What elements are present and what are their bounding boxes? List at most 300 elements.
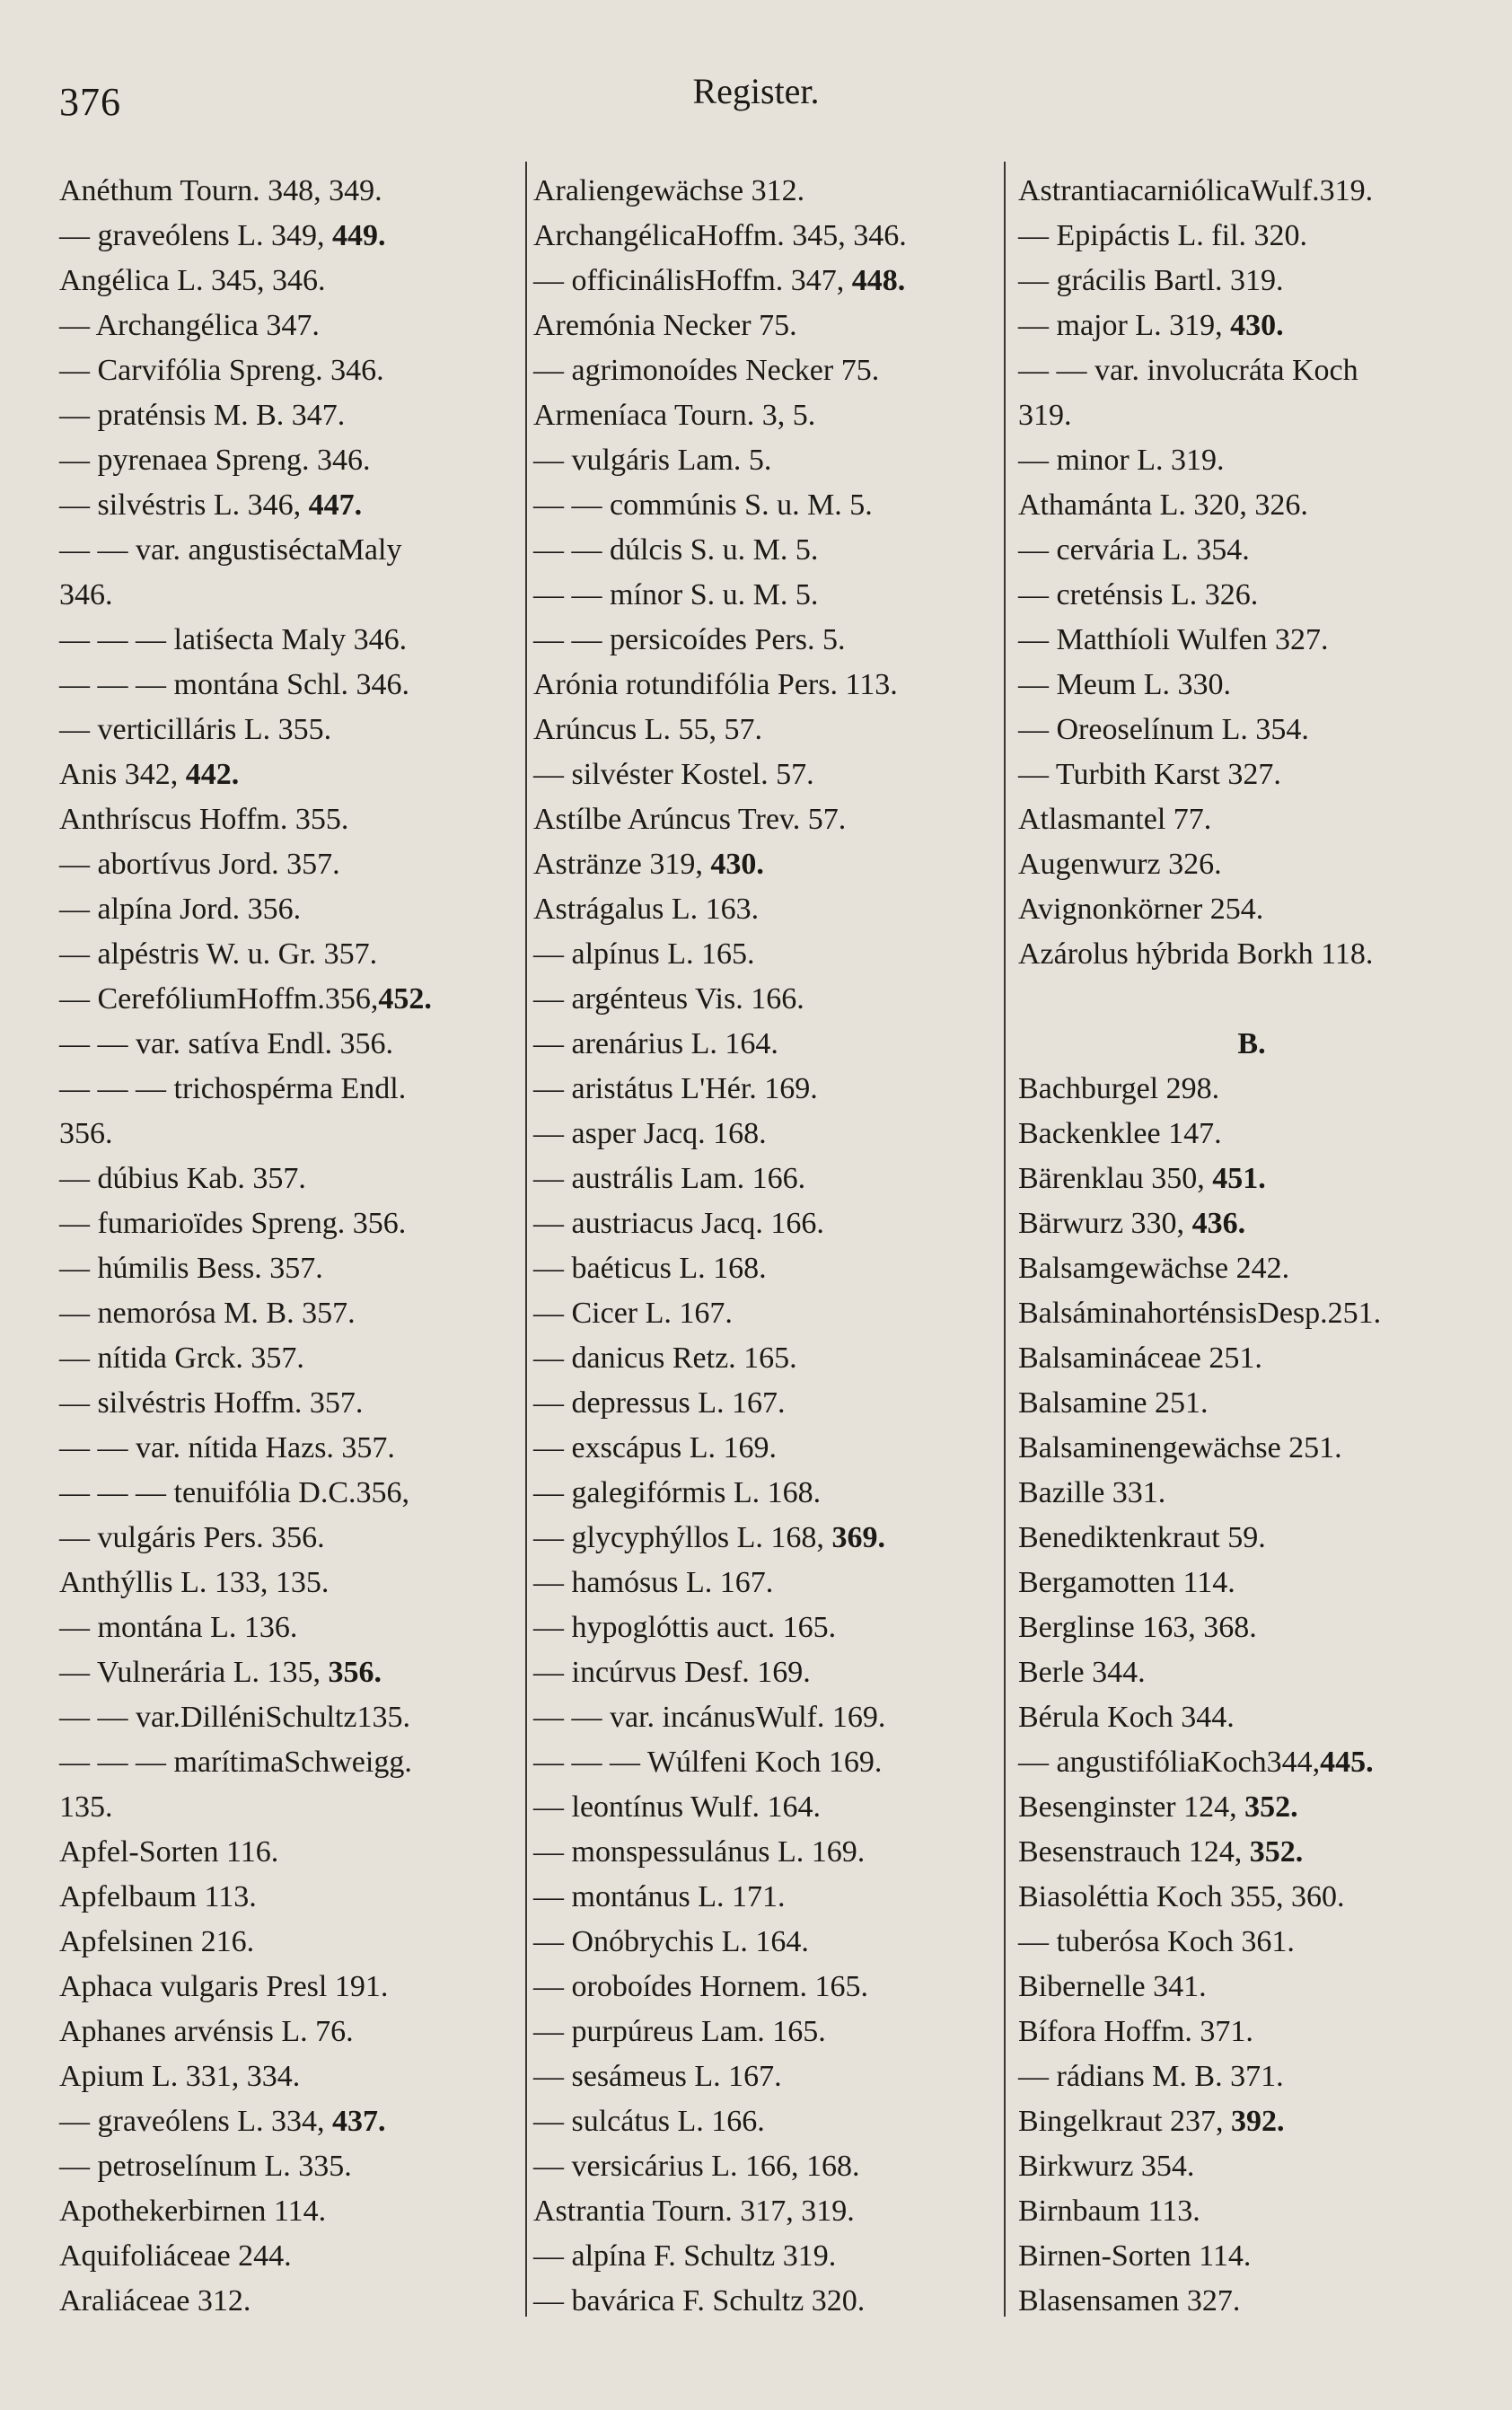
entry-text: — bavárica F. Schultz 320. bbox=[533, 2284, 866, 2318]
entry-text: AstrantiacarniólicaWulf.319. bbox=[1018, 174, 1374, 207]
index-entry bbox=[59, 1965, 517, 2010]
index-entry bbox=[59, 2099, 517, 2144]
index-entry bbox=[1018, 708, 1485, 752]
entry-text: — Cicer L. 167. bbox=[533, 1297, 733, 1330]
bold-page-ref: 448. bbox=[851, 264, 906, 297]
entry-text: — cervária L. 354. bbox=[1018, 533, 1250, 567]
index-entry bbox=[533, 1605, 1000, 1650]
entry-text: — petroselínum L. 335. bbox=[59, 2150, 352, 2183]
entry-text: — — var. incánusWulf. 169. bbox=[533, 1701, 886, 1734]
entry-text: — vulgáris Lam. 5. bbox=[533, 444, 772, 477]
index-column-3 bbox=[1018, 169, 1485, 2324]
index-entry bbox=[1018, 932, 1485, 977]
index-entry bbox=[59, 1201, 517, 1246]
index-entry bbox=[59, 1471, 517, 1516]
index-entry bbox=[1018, 1605, 1485, 1650]
index-entry bbox=[1018, 214, 1485, 259]
entry-text: Bífora Hoffm. 371. bbox=[1018, 2015, 1253, 2048]
bold-page-ref: 451. bbox=[1212, 1162, 1266, 1195]
index-entry bbox=[1018, 1201, 1485, 1246]
column-divider bbox=[525, 162, 527, 2317]
index-entry bbox=[59, 2144, 517, 2189]
entry-text: — oroboídes Hornem. 165. bbox=[533, 1970, 869, 2003]
entry-text: — asper Jacq. 168. bbox=[533, 1117, 767, 1150]
entry-text: Apfelbaum 113. bbox=[59, 1880, 257, 1913]
entry-text: Balsamgewächse 242. bbox=[1018, 1252, 1290, 1285]
entry-text: — — persicoídes Pers. 5. bbox=[533, 623, 846, 656]
entry-text: — — — montána Schl. 346. bbox=[59, 668, 410, 701]
bold-page-ref: 437. bbox=[332, 2105, 386, 2138]
entry-text: Berglinse 163, 368. bbox=[1018, 1611, 1257, 1644]
entry-text: — montána L. 136. bbox=[59, 1611, 298, 1644]
index-entry bbox=[1018, 1740, 1485, 1785]
index-entry bbox=[59, 1695, 517, 1740]
index-entry bbox=[533, 1157, 1000, 1201]
entry-text: Atlasmantel 77. bbox=[1018, 803, 1212, 836]
entry-text: — praténsis M. B. 347. bbox=[59, 399, 346, 432]
index-entry bbox=[1018, 2279, 1485, 2324]
index-entry bbox=[533, 1022, 1000, 1067]
entry-text: — — var. nítida Hazs. 357. bbox=[59, 1431, 395, 1464]
index-entry bbox=[533, 1695, 1000, 1740]
index-entry bbox=[1018, 393, 1485, 438]
index-entry bbox=[1018, 348, 1485, 393]
entry-text: Bergamotten 114. bbox=[1018, 1566, 1235, 1599]
entry-text: — rádians M. B. 371. bbox=[1018, 2060, 1284, 2093]
index-entry bbox=[59, 752, 517, 797]
entry-text: — depressus L. 167. bbox=[533, 1386, 786, 1420]
entry-text: — silvéstris Hoffm. 357. bbox=[59, 1386, 364, 1420]
entry-text: Bérula Koch 344. bbox=[1018, 1701, 1235, 1734]
index-entry bbox=[59, 2054, 517, 2099]
entry-text: 319. bbox=[1018, 399, 1072, 432]
index-entry bbox=[533, 1561, 1000, 1605]
entry-text: Biasoléttia Koch 355, 360. bbox=[1018, 1880, 1345, 1913]
index-entry bbox=[1018, 2010, 1485, 2054]
entry-text: — arenárius L. 164. bbox=[533, 1027, 778, 1060]
index-entry bbox=[1018, 1426, 1485, 1471]
index-entry bbox=[533, 393, 1000, 438]
entry-text: Araliengewächse 312. bbox=[533, 174, 805, 207]
entry-text: — tuberósa Koch 361. bbox=[1018, 1925, 1295, 1958]
entry-text: — — dúlcis S. u. M. 5. bbox=[533, 533, 819, 567]
entry-text: Aphaca vulgaris Presl 191. bbox=[59, 1970, 389, 2003]
entry-text: — — commúnis S. u. M. 5. bbox=[533, 488, 873, 522]
bold-page-ref: 452. bbox=[378, 982, 432, 1016]
entry-text: Balsaminengewächse 251. bbox=[1018, 1431, 1342, 1464]
entry-text: — Epipáctis L. fil. 320. bbox=[1018, 219, 1308, 252]
entry-text: Athamánta L. 320, 326. bbox=[1018, 488, 1308, 522]
index-entry bbox=[1018, 259, 1485, 303]
index-entry bbox=[533, 1201, 1000, 1246]
column-divider bbox=[1004, 162, 1006, 2317]
entry-text: Araliáceae 312. bbox=[59, 2284, 251, 2318]
page-number: 376 bbox=[59, 80, 121, 124]
index-entry bbox=[59, 528, 517, 573]
entry-text: Bärwurz 330, bbox=[1018, 1207, 1192, 1240]
index-entry bbox=[533, 1740, 1000, 1785]
index-entry bbox=[533, 2054, 1000, 2099]
index-entry bbox=[59, 797, 517, 842]
index-entry bbox=[533, 438, 1000, 483]
entry-text: — agrimonoídes Necker 75. bbox=[533, 354, 880, 387]
entry-text: Anthríscus Hoffm. 355. bbox=[59, 803, 349, 836]
index-entry bbox=[1018, 887, 1485, 932]
index-entry bbox=[1018, 1830, 1485, 1875]
bold-page-ref: 352. bbox=[1244, 1790, 1298, 1824]
entry-text: — argénteus Vis. 166. bbox=[533, 982, 804, 1016]
entry-text: — major L. 319, bbox=[1018, 309, 1231, 342]
entry-text: Besenstrauch 124, bbox=[1018, 1835, 1250, 1869]
section-letter: B. bbox=[1237, 1027, 1266, 1060]
index-column-2 bbox=[533, 169, 1000, 2324]
entry-text: Backenklee 147. bbox=[1018, 1117, 1222, 1150]
entry-text: — Archangélica 347. bbox=[59, 309, 320, 342]
entry-text: — — — tenuifólia D.C.356, bbox=[59, 1476, 410, 1509]
index-entry bbox=[59, 708, 517, 752]
bold-page-ref: 430. bbox=[710, 848, 764, 881]
index-entry bbox=[533, 528, 1000, 573]
entry-text: — Turbith Karst 327. bbox=[1018, 758, 1281, 791]
entry-text: — nítida Grck. 357. bbox=[59, 1341, 304, 1375]
index-entry bbox=[533, 1426, 1000, 1471]
index-entry bbox=[1018, 618, 1485, 663]
entry-text: — leontínus Wulf. 164. bbox=[533, 1790, 822, 1824]
entry-text: — graveólens L. 349, bbox=[59, 219, 333, 252]
bold-page-ref: 445. bbox=[1320, 1746, 1374, 1779]
entry-text: — baéticus L. 168. bbox=[533, 1252, 767, 1285]
index-entry bbox=[1018, 842, 1485, 887]
entry-text: — montánus L. 171. bbox=[533, 1880, 786, 1913]
index-entry bbox=[533, 1830, 1000, 1875]
index-entry bbox=[1018, 1785, 1485, 1830]
index-entry bbox=[533, 663, 1000, 708]
entry-text: Astrágalus L. 163. bbox=[533, 893, 760, 926]
index-entry bbox=[1018, 169, 1485, 214]
entry-text: Arúncus L. 55, 57. bbox=[533, 713, 762, 746]
bold-page-ref: 369. bbox=[831, 1521, 885, 1554]
index-entry bbox=[59, 483, 517, 528]
entry-text: — silvéster Kostel. 57. bbox=[533, 758, 814, 791]
index-entry bbox=[59, 348, 517, 393]
index-entry bbox=[59, 2234, 517, 2279]
index-entry bbox=[533, 1381, 1000, 1426]
entry-text: Bärenklau 350, bbox=[1018, 1162, 1213, 1195]
entry-text: — abortívus Jord. 357. bbox=[59, 848, 340, 881]
index-entry bbox=[533, 842, 1000, 887]
entry-text: Balsamine 251. bbox=[1018, 1386, 1209, 1420]
entry-text: — CerefóliumHoffm.356, bbox=[59, 982, 379, 1016]
entry-text: — austriacus Jacq. 166. bbox=[533, 1207, 824, 1240]
entry-text: Augenwurz 326. bbox=[1018, 848, 1222, 881]
index-entry bbox=[533, 1785, 1000, 1830]
index-entry bbox=[1018, 1695, 1485, 1740]
entry-text: Angélica L. 345, 346. bbox=[59, 264, 326, 297]
entry-text: — sesámeus L. 167. bbox=[533, 2060, 782, 2093]
index-entry bbox=[1018, 483, 1485, 528]
index-entry bbox=[533, 1875, 1000, 1920]
index-entry bbox=[1018, 1381, 1485, 1426]
entry-text: — — var. angustiséctaMaly bbox=[59, 533, 402, 567]
entry-text: Apium L. 331, 334. bbox=[59, 2060, 301, 2093]
index-entry bbox=[533, 752, 1000, 797]
entry-text: — incúrvus Desf. 169. bbox=[533, 1656, 811, 1689]
index-entry bbox=[1018, 1561, 1485, 1605]
index-entry bbox=[533, 797, 1000, 842]
entry-text: — nemorósa M. B. 357. bbox=[59, 1297, 356, 1330]
entry-text: — Carvifólia Spreng. 346. bbox=[59, 354, 384, 387]
index-entry bbox=[59, 1381, 517, 1426]
bold-page-ref: 430. bbox=[1230, 309, 1284, 342]
index-entry bbox=[1018, 977, 1485, 1022]
bold-page-ref: 356. bbox=[328, 1656, 382, 1689]
running-head-title: Register. bbox=[692, 71, 820, 111]
index-entry bbox=[533, 2189, 1000, 2234]
index-entry bbox=[533, 1112, 1000, 1157]
entry-text: Avignonkörner 254. bbox=[1018, 893, 1264, 926]
entry-text: — grácilis Bartl. 319. bbox=[1018, 264, 1284, 297]
index-entry bbox=[533, 932, 1000, 977]
entry-text: ArchangélicaHoffm. 345, 346. bbox=[533, 219, 907, 252]
index-entry bbox=[1018, 1875, 1485, 1920]
entry-text: — versicárius L. 166, 168. bbox=[533, 2150, 860, 2183]
index-entry bbox=[533, 483, 1000, 528]
index-entry bbox=[59, 438, 517, 483]
index-entry bbox=[59, 1157, 517, 1201]
entry-text: Anis 342, bbox=[59, 758, 186, 791]
index-entry bbox=[1018, 1067, 1485, 1112]
index-entry bbox=[533, 259, 1000, 303]
index-entry bbox=[59, 1740, 517, 1785]
index-entry bbox=[1018, 2189, 1485, 2234]
index-entry bbox=[533, 2099, 1000, 2144]
index-entry bbox=[1018, 303, 1485, 348]
entry-text: — monspessulánus L. 169. bbox=[533, 1835, 866, 1869]
entry-text: Apfelsinen 216. bbox=[59, 1925, 255, 1958]
entry-text: — — — marítimaSchweigg. bbox=[59, 1746, 412, 1779]
entry-text: — alpína F. Schultz 319. bbox=[533, 2239, 837, 2273]
index-entry bbox=[1018, 528, 1485, 573]
index-entry bbox=[533, 1067, 1000, 1112]
entry-text: — silvéstris L. 346, bbox=[59, 488, 309, 522]
entry-text: — — mínor S. u. M. 5. bbox=[533, 578, 819, 611]
entry-text: 346. bbox=[59, 578, 113, 611]
entry-text: — officinálisHoffm. 347, bbox=[533, 264, 852, 297]
index-entry bbox=[59, 2279, 517, 2324]
index-entry bbox=[59, 618, 517, 663]
index-entry bbox=[59, 887, 517, 932]
index-entry bbox=[533, 1965, 1000, 2010]
entry-text: — angustifóliaKoch344, bbox=[1018, 1746, 1321, 1779]
entry-text: — glycyphýllos L. 168, bbox=[533, 1521, 832, 1554]
index-entry bbox=[533, 1471, 1000, 1516]
entry-text: Bazille 331. bbox=[1018, 1476, 1166, 1509]
entry-text: — fumarioïdes Spreng. 356. bbox=[59, 1207, 407, 1240]
entry-text: — galegifórmis L. 168. bbox=[533, 1476, 822, 1509]
index-entry bbox=[59, 1426, 517, 1471]
entry-text: — — var.DilléniSchultz135. bbox=[59, 1701, 410, 1734]
entry-text: Apothekerbirnen 114. bbox=[59, 2195, 327, 2228]
entry-text: — purpúreus Lam. 165. bbox=[533, 2015, 826, 2048]
index-entry bbox=[59, 1830, 517, 1875]
entry-text: — húmilis Bess. 357. bbox=[59, 1252, 323, 1285]
entry-text: — graveólens L. 334, bbox=[59, 2105, 333, 2138]
entry-text: Benediktenkraut 59. bbox=[1018, 1521, 1266, 1554]
entry-text: — hamósus L. 167. bbox=[533, 1566, 774, 1599]
entry-text: 356. bbox=[59, 1117, 113, 1150]
bold-page-ref: 352. bbox=[1249, 1835, 1304, 1869]
index-entry bbox=[1018, 1920, 1485, 1965]
index-entry bbox=[1018, 2144, 1485, 2189]
bold-page-ref: 442. bbox=[185, 758, 240, 791]
index-entry bbox=[533, 1650, 1000, 1695]
entry-text: — — — Wúlfeni Koch 169. bbox=[533, 1746, 883, 1779]
entry-text: — alpínus L. 165. bbox=[533, 937, 755, 971]
entry-text: — Oreoselínum L. 354. bbox=[1018, 713, 1309, 746]
entry-text: — aristátus L'Hér. 169. bbox=[533, 1072, 818, 1105]
index-entry bbox=[59, 1112, 517, 1157]
index-entry bbox=[59, 169, 517, 214]
entry-text: Birnen-Sorten 114. bbox=[1018, 2239, 1252, 2273]
index-entry bbox=[1018, 2234, 1485, 2279]
entry-text: — pyrenaea Spreng. 346. bbox=[59, 444, 371, 477]
entry-text: — austrális Lam. 166. bbox=[533, 1162, 806, 1195]
index-entry bbox=[59, 1920, 517, 1965]
entry-text: 135. bbox=[59, 1790, 113, 1824]
entry-text: Arónia rotundifólia Pers. 113. bbox=[533, 668, 898, 701]
index-entry bbox=[533, 618, 1000, 663]
entry-text: Bingelkraut 237, bbox=[1018, 2105, 1232, 2138]
index-entry bbox=[1018, 1336, 1485, 1381]
index-entry bbox=[59, 663, 517, 708]
index-entry bbox=[59, 1291, 517, 1336]
entry-text: — dúbius Kab. 357. bbox=[59, 1162, 306, 1195]
entry-text: Aphanes arvénsis L. 76. bbox=[59, 2015, 354, 2048]
entry-text: Balsamináceae 251. bbox=[1018, 1341, 1262, 1375]
index-entry bbox=[533, 1291, 1000, 1336]
entry-text: — hypoglóttis auct. 165. bbox=[533, 1611, 837, 1644]
index-entry bbox=[1018, 752, 1485, 797]
index-entry bbox=[1018, 663, 1485, 708]
entry-text: Azárolus hýbrida Borkh 118. bbox=[1018, 937, 1374, 971]
index-entry bbox=[1018, 573, 1485, 618]
entry-text: Astrantia Tourn. 317, 319. bbox=[533, 2195, 855, 2228]
index-entry bbox=[59, 1875, 517, 1920]
index-entry bbox=[533, 2144, 1000, 2189]
index-entry bbox=[1018, 1291, 1485, 1336]
index-entry bbox=[533, 708, 1000, 752]
entry-text: — exscápus L. 169. bbox=[533, 1431, 778, 1464]
bold-page-ref: 392. bbox=[1231, 2105, 1285, 2138]
index-entry bbox=[533, 977, 1000, 1022]
index-entry bbox=[59, 932, 517, 977]
bold-page-ref: 436. bbox=[1191, 1207, 1246, 1240]
index-entry bbox=[533, 2234, 1000, 2279]
index-entry bbox=[533, 169, 1000, 214]
entry-text: — minor L. 319. bbox=[1018, 444, 1225, 477]
index-entry bbox=[533, 1246, 1000, 1291]
entry-text: — — — latiśecta Maly 346. bbox=[59, 623, 408, 656]
entry-text: — creténsis L. 326. bbox=[1018, 578, 1259, 611]
entry-text: Bachburgel 298. bbox=[1018, 1072, 1220, 1105]
index-entry bbox=[1018, 1112, 1485, 1157]
index-entry bbox=[533, 1336, 1000, 1381]
entry-text: — Onóbrychis L. 164. bbox=[533, 1925, 809, 1958]
index-entry bbox=[533, 2010, 1000, 2054]
entry-text: Birnbaum 113. bbox=[1018, 2195, 1200, 2228]
entry-text: Aremónia Necker 75. bbox=[533, 309, 797, 342]
bold-page-ref: 449. bbox=[332, 219, 386, 252]
entry-text: Besenginster 124, bbox=[1018, 1790, 1245, 1824]
index-entry bbox=[59, 1246, 517, 1291]
entry-text: Bibernelle 341. bbox=[1018, 1970, 1207, 2003]
entry-text: Birkwurz 354. bbox=[1018, 2150, 1195, 2183]
index-entry bbox=[59, 1067, 517, 1112]
entry-text: — Meum L. 330. bbox=[1018, 668, 1232, 701]
index-entry bbox=[59, 1022, 517, 1067]
index-entry bbox=[59, 1516, 517, 1561]
bold-page-ref: 447. bbox=[308, 488, 363, 522]
index-entry bbox=[59, 1650, 517, 1695]
entry-text: — alpína Jord. 356. bbox=[59, 893, 302, 926]
index-entry bbox=[59, 259, 517, 303]
index-entry bbox=[59, 1561, 517, 1605]
entry-text: — vulgáris Pers. 356. bbox=[59, 1521, 325, 1554]
index-entry bbox=[533, 303, 1000, 348]
index-entry bbox=[1018, 1650, 1485, 1695]
index-entry bbox=[533, 1516, 1000, 1561]
entry-text: — — var. involucráta Koch bbox=[1018, 354, 1358, 387]
index-entry bbox=[59, 2010, 517, 2054]
entry-text: Berle 344. bbox=[1018, 1656, 1146, 1689]
index-entry bbox=[1018, 1516, 1485, 1561]
index-entry bbox=[59, 1336, 517, 1381]
index-entry bbox=[1018, 438, 1485, 483]
index-column-1 bbox=[59, 169, 517, 2324]
entry-text: Blasensamen 327. bbox=[1018, 2284, 1241, 2318]
index-entry bbox=[533, 348, 1000, 393]
index-entry bbox=[1018, 797, 1485, 842]
entry-text: Astílbe Arúncus Trev. 57. bbox=[533, 803, 847, 836]
index-entry bbox=[533, 1920, 1000, 1965]
entry-text: — danicus Retz. 165. bbox=[533, 1341, 797, 1375]
index-entry bbox=[59, 2189, 517, 2234]
index-entry bbox=[59, 214, 517, 259]
index-entry bbox=[533, 573, 1000, 618]
entry-text: — — var. satíva Endl. 356. bbox=[59, 1027, 394, 1060]
index-entry bbox=[533, 2279, 1000, 2324]
index-entry bbox=[59, 393, 517, 438]
entry-text: Astränze 319, bbox=[533, 848, 711, 881]
index-entry bbox=[1018, 1965, 1485, 2010]
index-entry bbox=[59, 303, 517, 348]
entry-text: Anéthum Tourn. 348, 349. bbox=[59, 174, 382, 207]
entry-text: Apfel-Sorten 116. bbox=[59, 1835, 279, 1869]
index-entry bbox=[1018, 1471, 1485, 1516]
entry-text: — Vulnerária L. 135, bbox=[59, 1656, 329, 1689]
index-entry bbox=[59, 1785, 517, 1830]
index-entry bbox=[1018, 1157, 1485, 1201]
entry-text: Aquifoliáceae 244. bbox=[59, 2239, 292, 2273]
index-entry bbox=[59, 1605, 517, 1650]
entry-text: Anthýllis L. 133, 135. bbox=[59, 1566, 330, 1599]
entry-text: — sulcátus L. 166. bbox=[533, 2105, 765, 2138]
index-entry bbox=[533, 887, 1000, 932]
index-entry bbox=[1018, 2099, 1485, 2144]
entry-text: — alpéstris W. u. Gr. 357. bbox=[59, 937, 378, 971]
index-entry bbox=[1018, 1246, 1485, 1291]
entry-text: — — — trichospérma Endl. bbox=[59, 1072, 407, 1105]
